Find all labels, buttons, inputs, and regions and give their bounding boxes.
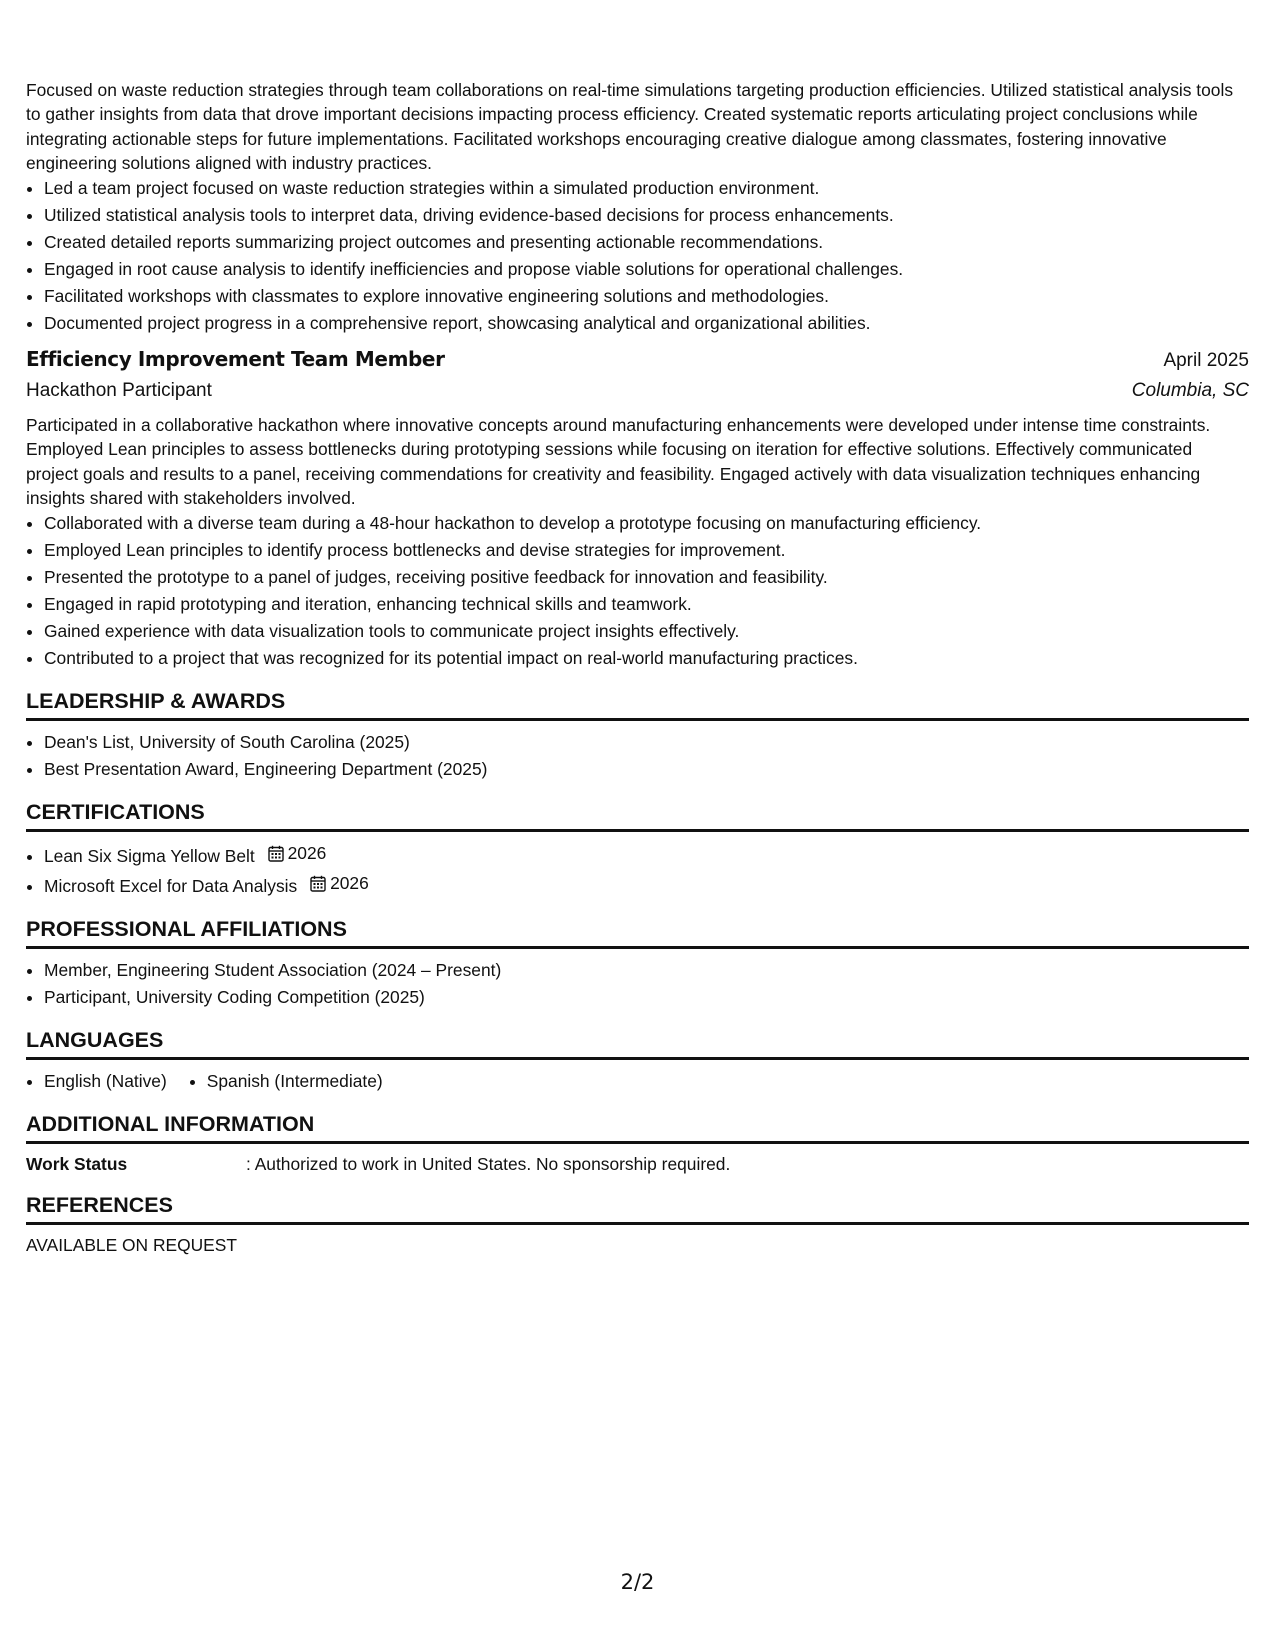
job-bullet: • Engaged in root cause analysis to identify inefficiencies and propose viable solutions for operational challenges. (44, 256, 1249, 283)
job-bullet: • Contributed to a project that was recognized for its potential impact on real-world manufacturing practices. (44, 645, 1249, 672)
job-title: Efficiency Improvement Team Member (26, 347, 445, 372)
job-header (26, 344, 1249, 376)
section-professional-affiliations (26, 914, 1249, 1011)
page-number: 2/2 (620, 1570, 655, 1594)
job-bullet: • Employed Lean principles to identify process bottlenecks and devise strategies for improvement. (44, 537, 1249, 564)
job-bullets (26, 175, 1249, 337)
certification-year: 2026 (330, 873, 369, 894)
certification-item (44, 870, 1249, 900)
languages-list (26, 1068, 1249, 1095)
certification-date (310, 870, 369, 897)
job-bullet: • Documented project progress in a comprehensive report, showcasing analytical and organizational abilities. (44, 310, 1249, 337)
language-item: • English (Native) (44, 1068, 167, 1095)
section-heading: LANGUAGES (26, 1025, 1249, 1060)
job-bullet: • Presented the prototype to a panel of judges, receiving positive feedback for innovation and feasibility. (44, 564, 1249, 591)
job-bullets (26, 510, 1249, 672)
affiliation-item: • Member, Engineering Student Association (2024 – Present) (44, 957, 1249, 984)
section-heading: ADDITIONAL INFORMATION (26, 1109, 1249, 1144)
job-bullet: • Gained experience with data visualization tools to communicate project insights effectively. (44, 618, 1249, 645)
job-bullet: • Utilized statistical analysis tools to interpret data, driving evidence-based decisions for process enhancements. (44, 202, 1249, 229)
certifications-list (26, 840, 1249, 900)
affiliations-list (26, 957, 1249, 1011)
section-references (26, 1190, 1249, 1257)
job-bullet: • Created detailed reports summarizing project outcomes and presenting actionable recommendations. (44, 229, 1249, 256)
job-summary: Participated in a collaborative hackathon where innovative concepts around manufacturing enhancements were developed under intense time constraints. Employed Lean principles to assess bottlenecks during prototyping sessions while focusing on iteration for effective solutions. Effectively communicated project goals and results to a panel, receiving commendations for creativity and feasibility. Engaged actively with data visualization techniques enhancing insights shared with stakeholders involved. (26, 415, 1211, 509)
job-bullet: • Facilitated workshops with classmates to explore innovative engineering solutions and methodologies. (44, 283, 1249, 310)
award-item: • Dean's List, University of South Carolina (2025) (44, 729, 1249, 756)
certification-name: Lean Six Sigma Yellow Belt (44, 846, 255, 867)
section-additional-information (26, 1109, 1249, 1176)
calendar-icon (310, 875, 326, 892)
job-bullet: • Led a team project focused on waste reduction strategies within a simulated production environment. (44, 175, 1249, 202)
certification-date (268, 840, 327, 867)
job-summary: Focused on waste reduction strategies through team collaborations on real-time simulations targeting production efficiencies. Utilized statistical analysis tools to gather insights from data that drove important decisions impacting process efficiency. Created systematic reports articulating project conclusions while integrating actionable steps for future implementations. Facilitated workshops encouraging creative dialogue among classmates, fostering innovative engineering solutions aligned with industry practices. (26, 80, 1234, 173)
section-languages (26, 1025, 1249, 1095)
affiliation-item: • Participant, University Coding Competition (2025) (44, 984, 1249, 1011)
job-location: Columbia, SC (1131, 380, 1249, 402)
certification-item (44, 840, 1249, 870)
job-bullet: • Engaged in rapid prototyping and iteration, enhancing technical skills and teamwork. (44, 591, 1249, 618)
job-entry (26, 344, 1249, 672)
certification-year: 2026 (287, 843, 327, 864)
job-entry-continued (26, 78, 1249, 337)
calendar-icon (268, 845, 284, 862)
language-item: • Spanish (Intermediate) (207, 1068, 383, 1095)
section-leadership-awards (26, 686, 1249, 783)
section-heading: LEADERSHIP & AWARDS (26, 686, 1249, 721)
awards-list (26, 729, 1249, 783)
section-certifications (26, 797, 1249, 900)
work-status-row (26, 1152, 1249, 1176)
job-subheader (26, 376, 1249, 406)
section-heading: CERTIFICATIONS (26, 797, 1249, 832)
certification-name: Microsoft Excel for Data Analysis (44, 876, 298, 897)
work-status-label: Work Status (26, 1154, 128, 1175)
job-bullet: • Collaborated with a diverse team during a 48-hour hackathon to develop a prototype focusing on manufacturing efficiency. (44, 510, 1249, 537)
award-item: • Best Presentation Award, Engineering Department (2025) (44, 756, 1249, 783)
section-heading: PROFESSIONAL AFFILIATIONS (26, 914, 1249, 949)
work-status-value: : Authorized to work in United States. No sponsorship required. (246, 1154, 731, 1175)
job-organization: Hackathon Participant (26, 380, 212, 402)
section-heading: REFERENCES (26, 1190, 1249, 1225)
resume-page (26, 78, 1249, 1257)
job-date: April 2025 (1163, 350, 1249, 372)
references-text: AVAILABLE ON REQUEST (26, 1235, 238, 1256)
